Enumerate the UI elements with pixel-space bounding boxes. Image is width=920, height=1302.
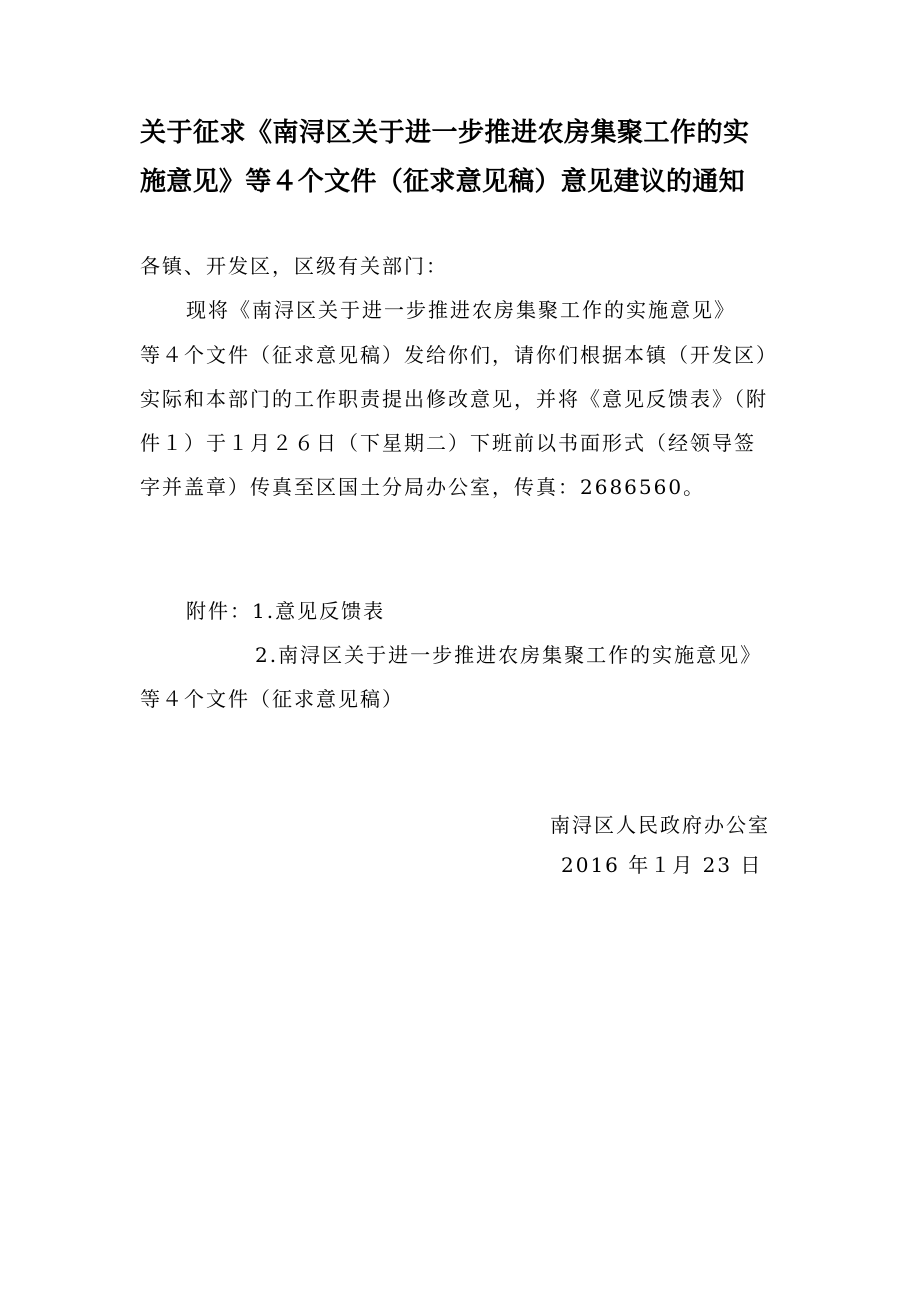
signature-office: 南浔区人民政府办公室 xyxy=(550,813,770,837)
signature-date: 2016 年１月 23 日 xyxy=(561,853,763,877)
document-title-line-2: 施意见》等４个文件（征求意见稿）意见建议的通知 xyxy=(140,167,745,197)
body-line-3: 实际和本部门的工作职责提出修改意见，并将《意见反馈表》（附 xyxy=(140,387,768,411)
body-line-1: 现将《南浔区关于进一步推进农房集聚工作的实施意见》 xyxy=(186,298,736,322)
body-line-5: 字并盖章）传真至区国土分局办公室，传真：2686560。 xyxy=(140,475,706,499)
document-title-line-1: 关于征求《南浔区关于进一步推进农房集聚工作的实 xyxy=(140,118,750,148)
body-line-4: 件１）于１月２６日（下星期二）下班前以书面形式（经领导签 xyxy=(140,431,756,455)
attachment-item-2-line-2: 等４个文件（征求意见稿） xyxy=(140,687,404,711)
attachments-label: 附件：1.意见反馈表 xyxy=(186,599,386,623)
body-line-2: 等４个文件（征求意见稿）发给你们，请你们根据本镇（开发区） xyxy=(140,343,778,367)
salutation: 各镇、开发区，区级有关部门： xyxy=(140,254,448,278)
attachment-item-2-line-1: 2.南浔区关于进一步推进农房集聚工作的实施意见》 xyxy=(255,643,763,667)
